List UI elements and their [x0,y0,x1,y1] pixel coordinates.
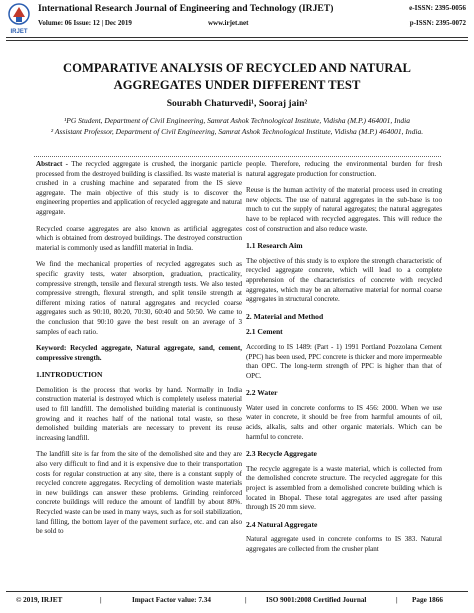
volume-issue: Volume: 06 Issue: 12 | Dec 2019 [38,19,132,27]
section-heading: 2.2 Water [246,388,278,398]
paragraph: According to IS 1489: (Part - 1) 1991 Portland Pozzolana Cement (PPC) has been used, PPC concrete is thicker and more impermeable than OPC. The long-term strength of PPC is higher than that of OPC. [246,342,442,380]
footer-rule [6,591,468,592]
keywords-text: Recycled aggregate, Natural aggregate, sand, cement, compressive strength. [36,344,242,362]
irjet-logo-icon [8,3,30,29]
journal-title: International Research Journal of Engineering and Technology (IRJET) [38,3,334,14]
paragraph: Natural aggregate used in concrete conforms to IS 383. Natural aggregates are collected from the crusher plant [246,535,442,553]
section-heading: 2. Material and Method [246,311,324,321]
affiliations [20,116,454,137]
paragraph: Demolition is the process that works by hand. Normally in India construction material is destroyed which is completely useless material used to fill landfill. The demolished building material is continuously growing and it reaches half of the national total waste, so these demolished building materials are necessary to prevent its reuse increasing landfill. [36,385,242,442]
section-heading: 2.1 Cement [246,327,283,337]
paragraph: The objective of this study is to explore the strength characteristic of recycled aggregate concrete, which will lead to a complete apprehension of the characteristics of concrete with recycled aggregates, which may be an alternative material for normal coarse aggregates in structural concrete. [246,256,442,304]
issn-e: e-ISSN: 2395-0056 [409,4,466,12]
paragraph: people. Therefore, reducing the environmental burden for fresh natural aggregate production for construction. [246,160,442,178]
section-heading: 2.4 Natural Aggregate [246,519,318,529]
keywords [36,344,242,363]
footer-page: Page 1866 [412,596,443,604]
footer-separator: | [396,596,398,604]
abstract-text: The recycled aggregate is crushed, the inorganic particle processed from the destroyed building is classified. Its waste material is crushed in a crushing machine and separated from the IS sieve aggregate. The main objective of this study is to discover the engineering properties and application of recycled aggregate and natural aggregate. [36,160,242,216]
footer-impact: Impact Factor value: 7.34 [132,596,211,604]
abstract [36,160,242,218]
section-heading: 1.1 Research Aim [246,241,303,251]
paragraph: We find the mechanical properties of recycled aggregates such as specific gravity tests, water absorption, graduation, practicality, compressive strength, tensile and flexural strength tests. We also tested compressive strength, flexural strength, and split tensile strength at different mixing ratios of natural aggregates and recycled coarse aggregates such as 90:10, 80:20, 70:30, 60:40 and 50:50. We came to the conclusion that 90:10 gave the best result on an average of 3 samples of each ratio. [36,260,242,336]
paragraph: Recycled coarse aggregates are also known as artificial aggregates which is obtained from destroyed buildings. The destroyed construction material is commonly used as landfill material in India. [36,224,242,252]
keywords-heading: Keyword: [36,344,67,353]
left-column [36,160,242,544]
header-rule [6,37,468,38]
affiliation-1: ¹PG Student, Department of Civil Engineering, Samrat Ashok Technological Institute, Vidisha (M.P.) 464001, India [64,116,410,125]
right-column [246,160,442,562]
paper-title: COMPARATIVE ANALYSIS OF RECYCLED AND NATURAL AGGREGATES UNDER DIFFERENT TEST [63,61,411,92]
website-link[interactable]: www.irjet.net [208,19,249,27]
footer-separator: | [100,596,102,604]
paragraph: The landfill site is far from the site of the demolished site and they are also very difficult to find and it is expensive due to their transportation costs for regular construction at any site, there is a constant supply of recycled concrete aggregates. Recycling of demolition waste materials in new buildings can answer these problems. Grinding reinforced concrete buildings will reduce the amount of landfill by about 80%. Recycled waste can be used in many ways, such as for soil stabilization, land filling, the bottom layer of the pavement surface, etc. and can also be sold to [36,450,242,536]
paragraph: Reuse is the human activity of the material process used in creating new objects. The use of natural aggregates in the sub-base is too much to cut the supply of natural aggregates; the natural aggregates have to be replaced with recycled aggregates. This will reduce the cost of construction and also reduce waste. [246,186,442,233]
section-heading: 2.3 Recycle Aggregate [246,449,317,459]
section-heading: 1.INTRODUCTION [36,370,103,380]
paragraph: Water used in concrete conforms to IS 456: 2000. When we use water in concrete, it should be free from harmful amounts of oil, acids, alkalis, salts and other organic materials. Which can be harmful to concrete. [246,403,442,441]
footer-copyright: © 2019, IRJET [16,596,63,604]
logo-text: IRJET [10,29,28,35]
page-header [0,0,474,40]
footer-separator: | [245,596,247,604]
footer-iso: ISO 9001:2008 Certified Journal [266,596,367,604]
abstract-heading: Abstract - [36,160,69,168]
issn-p: p-ISSN: 2395-0072 [409,19,466,27]
paragraph: The recycle aggregate is a waste material, which is collected from the demolished concrete structure. The recycled aggregate for this project is assembled from a demolished concrete building which is located in Bhopal. These total aggregates are used after passing through IS 20 mm sieve. [246,464,442,512]
header-rule-thin [6,40,468,41]
section-divider [34,156,441,157]
page-footer [0,591,474,613]
authors: Sourabh Chaturvedi¹, Sooraj jain² [166,98,308,109]
affiliation-2: ² Assistant Professor, Department of Civil Engineering, Samrat Ashok Technological Institute, Vidisha (M.P.) 464001, India. [50,126,424,136]
